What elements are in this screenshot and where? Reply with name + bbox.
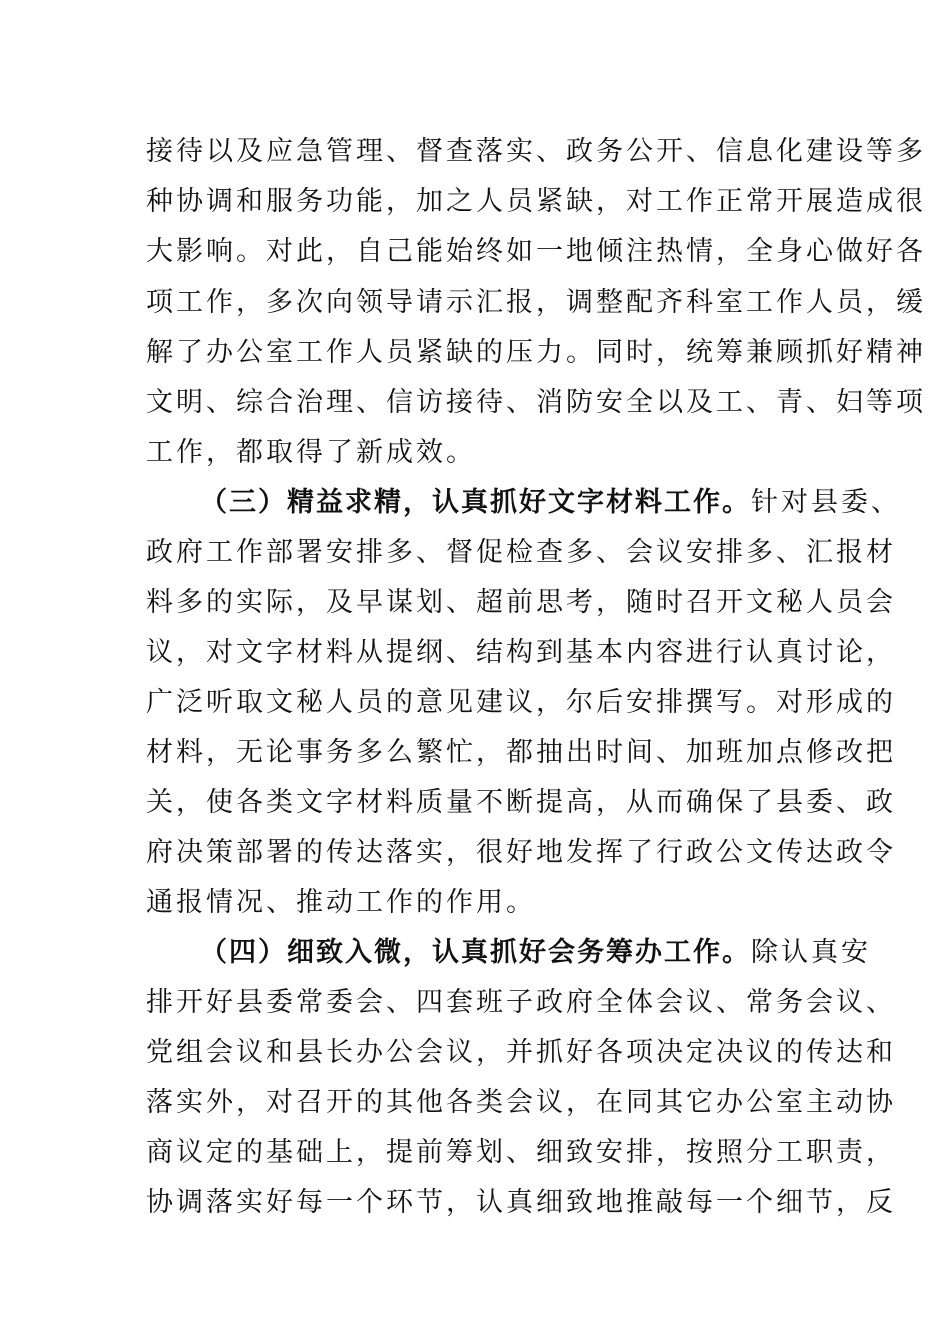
paragraph-line: 协调落实好每一个环节，认真细致地推敲每一个细节，反 [146,1187,896,1218]
paragraph-line: 广泛听取文秘人员的意见建议，尔后安排撰写。对形成的 [146,687,896,718]
section-3-first-line-text: 针对县委、 [751,487,901,518]
paragraph-line: 接待以及应急管理、督查落实、政务公开、信息化建设等多 [146,136,926,167]
paragraph-line: 料多的实际，及早谋划、超前思考，随时召开文秘人员会 [146,587,896,618]
paragraph-line: 党组会议和县长办公会议，并抓好各项决定决议的传达和 [146,1037,896,1068]
paragraph-line: 议，对文字材料从提纲、结构到基本内容进行认真讨论， [146,637,896,668]
paragraph-line: 文明、综合治理、信访接待、消防安全以及工、青、妇等项 [146,387,926,418]
paragraph-line: 工作，都取得了新成效。 [146,437,476,468]
paragraph-line: 项工作，多次向领导请示汇报，调整配齐科室工作人员，缓 [146,287,926,318]
paragraph-line: 关，使各类文字材料质量不断提高，从而确保了县委、政 [146,787,896,818]
paragraph-line: 解了办公室工作人员紧缺的压力。同时，统筹兼顾抓好精神 [146,337,926,368]
paragraph-line: 种协调和服务功能，加之人员紧缺，对工作正常开展造成很 [146,186,926,217]
paragraph-line: 大影响。对此，自己能始终如一地倾注热情，全身心做好各 [146,236,926,267]
section-4-first-line-text: 除认真安 [751,937,871,968]
paragraph-line: 通报情况、推动工作的作用。 [146,887,536,918]
paragraph-line: 排开好县委常委会、四套班子政府全体会议、常务会议、 [146,987,896,1018]
section-3-heading: （三）精益求精，认真抓好文字材料工作。 [200,487,751,518]
section-4-heading: （四）细致入微，认真抓好会务筹办工作。 [200,937,751,968]
paragraph-line: 政府工作部署安排多、督促检查多、会议安排多、汇报材 [146,537,896,568]
paragraph-line: 落实外，对召开的其他各类会议，在同其它办公室主动协 [146,1087,896,1118]
paragraph-line: 材料，无论事务多么繁忙，都抽出时间、加班加点修改把 [146,737,896,768]
paragraph-line: 商议定的基础上，提前筹划、细致安排，按照分工职责， [146,1137,896,1168]
section-4-first-line [200,936,871,970]
paragraph-line: 府决策部署的传达落实，很好地发挥了行政公文传达政令 [146,837,896,868]
section-3-first-line [200,486,901,520]
